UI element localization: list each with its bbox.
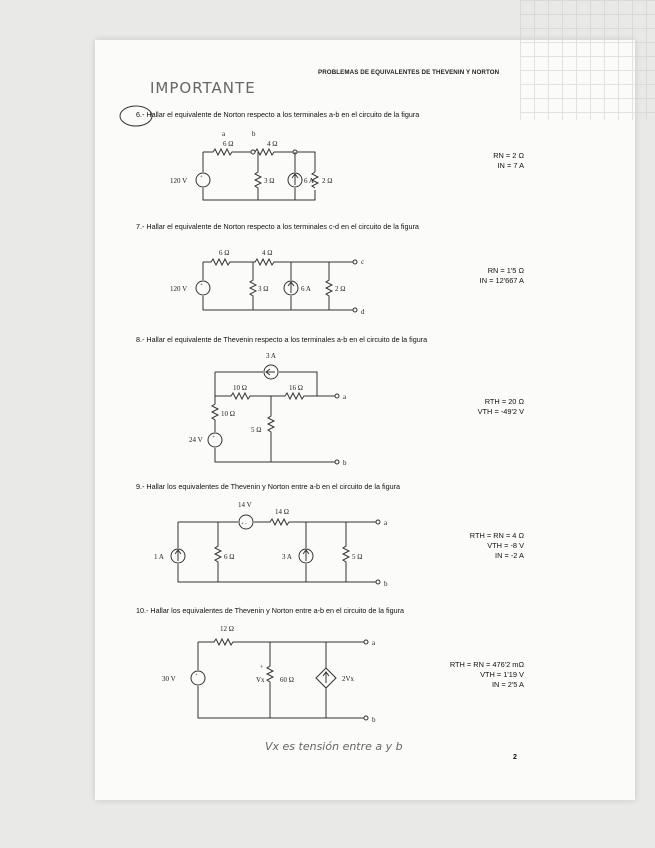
svg-text:4 Ω: 4 Ω bbox=[262, 249, 273, 257]
problem-10-statement: 10.- Hallar los equivalentes de Thevenin y Norton entre a-b en el circuito de la figura bbox=[136, 606, 404, 615]
problem-10-circuit bbox=[150, 622, 390, 727]
svg-text:5 Ω: 5 Ω bbox=[251, 426, 262, 434]
svg-text:10 Ω: 10 Ω bbox=[221, 410, 235, 418]
svg-text:+: + bbox=[195, 673, 198, 678]
svg-text:+: + bbox=[200, 283, 203, 288]
svg-text:1 A: 1 A bbox=[154, 553, 164, 561]
svg-text:6 Ω: 6 Ω bbox=[219, 249, 230, 257]
svg-text:6 A: 6 A bbox=[301, 285, 311, 293]
svg-text:6 Ω: 6 Ω bbox=[223, 140, 234, 148]
svg-text:+: + bbox=[260, 665, 264, 671]
svg-text:24 V: 24 V bbox=[189, 436, 203, 444]
problem-9-statement: 9.- Hallar los equivalentes de Thevenin y Norton entre a-b en el circuito de la figura bbox=[136, 482, 400, 491]
problem-9-circuit bbox=[140, 498, 390, 594]
page-number: 2 bbox=[513, 754, 517, 761]
svg-text:3 A: 3 A bbox=[266, 352, 276, 360]
svg-text:14 Ω: 14 Ω bbox=[275, 508, 289, 516]
svg-text:b: b bbox=[372, 716, 376, 724]
handwritten-note: Vx es tensión entre a y b bbox=[265, 740, 403, 753]
svg-text:+: + bbox=[212, 435, 215, 440]
svg-text:3 Ω: 3 Ω bbox=[264, 177, 275, 185]
svg-text:a: a bbox=[372, 639, 376, 647]
problem-10-answers: RTH = RN = 476'2 mΩ VTH = 1'19 V IN = 2'5 A bbox=[449, 660, 524, 689]
problem-8-statement: 8.- Hallar el equivalente de Thevenin respecto a los terminales a-b en el circuito de la figura bbox=[136, 335, 428, 344]
svg-text:4 Ω: 4 Ω bbox=[267, 140, 278, 148]
document-header: PROBLEMAS DE EQUIVALENTES DE THEVENIN Y NORTON bbox=[318, 69, 500, 76]
svg-text:d: d bbox=[361, 308, 365, 316]
svg-text:10 Ω: 10 Ω bbox=[233, 384, 247, 392]
svg-text:b: b bbox=[343, 459, 347, 467]
svg-text:2 Ω: 2 Ω bbox=[322, 177, 333, 185]
svg-text:5 Ω: 5 Ω bbox=[352, 553, 363, 561]
svg-text:12 Ω: 12 Ω bbox=[220, 625, 234, 633]
svg-text:16 Ω: 16 Ω bbox=[289, 384, 303, 392]
svg-text:b: b bbox=[384, 580, 388, 588]
problem-9-answers: RTH = RN = 4 Ω VTH = -8 V IN = -2 A bbox=[469, 531, 524, 560]
svg-text:a: a bbox=[222, 130, 226, 138]
svg-text:Vx: Vx bbox=[256, 676, 265, 684]
problem-7-statement: 7.- Hallar el equivalente de Norton respecto a los terminales c-d en el circuito de la figura bbox=[136, 222, 419, 231]
problem-6-answers: RN = 2 Ω IN = 7 A bbox=[493, 151, 524, 170]
svg-text:120 V: 120 V bbox=[170, 177, 188, 185]
svg-text:b: b bbox=[252, 130, 256, 138]
svg-text:a: a bbox=[343, 393, 347, 401]
svg-text:60 Ω: 60 Ω bbox=[280, 676, 294, 684]
svg-text:a: a bbox=[384, 519, 388, 527]
svg-text:2 Ω: 2 Ω bbox=[335, 285, 346, 293]
svg-text:3 A: 3 A bbox=[282, 553, 292, 561]
problem-8-circuit bbox=[185, 350, 355, 470]
svg-text:+: + bbox=[200, 175, 203, 180]
svg-text:14 V: 14 V bbox=[238, 501, 252, 509]
grid-paper-corner bbox=[520, 0, 655, 120]
problem-7-answers: RN = 1'5 Ω IN = 12'667 A bbox=[479, 266, 524, 285]
svg-text:c: c bbox=[361, 258, 365, 266]
svg-text:+ -: + - bbox=[241, 522, 247, 527]
svg-text:30 V: 30 V bbox=[162, 675, 176, 683]
svg-text:2Vx: 2Vx bbox=[342, 675, 355, 683]
svg-text:120 V: 120 V bbox=[170, 285, 188, 293]
svg-text:6 A: 6 A bbox=[304, 177, 314, 185]
svg-text:3 Ω: 3 Ω bbox=[258, 285, 269, 293]
handwritten-stamp: IMPORTANTE bbox=[150, 79, 256, 97]
problem-6-circuit bbox=[165, 130, 365, 205]
problem-6-statement: 6.- Hallar el equivalente de Norton respecto a los terminales a-b en el circuito de la figura bbox=[136, 110, 420, 119]
svg-text:6 Ω: 6 Ω bbox=[224, 553, 235, 561]
problem-8-answers: RTH = 20 Ω VTH = -49'2 V bbox=[477, 397, 524, 416]
problem-7-circuit bbox=[165, 242, 375, 317]
